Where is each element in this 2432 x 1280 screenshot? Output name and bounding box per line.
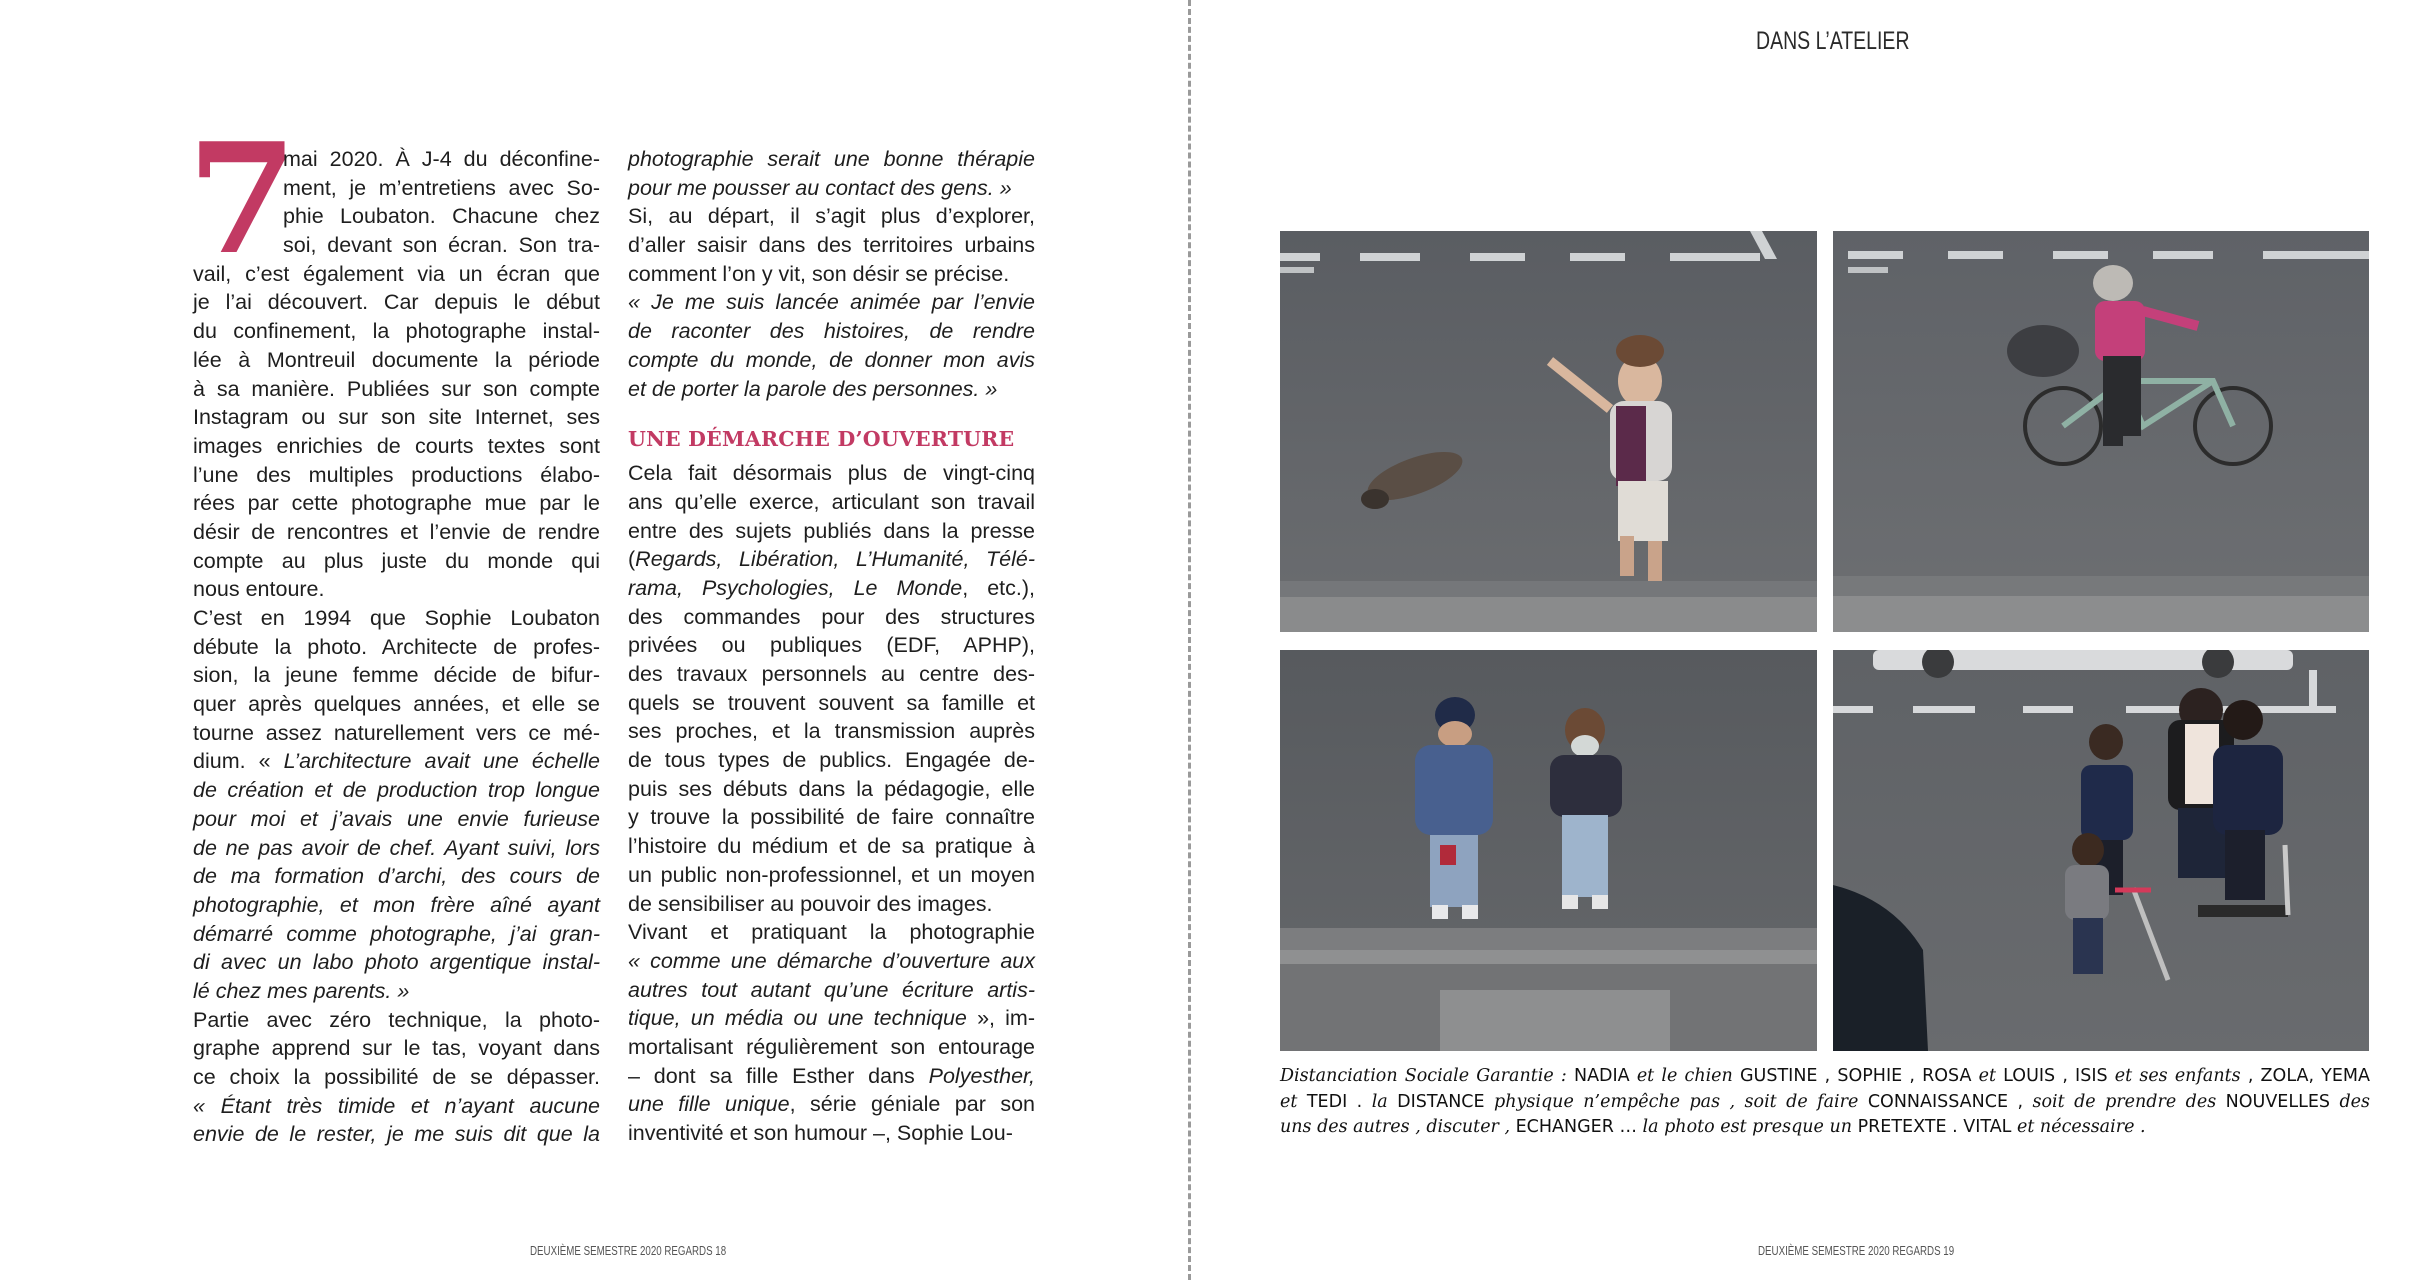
text-run: vail, c’est également via un écran que	[193, 261, 600, 286]
page-folio-right: DEUXIÈME SEMESTRE 2020 REGARDS 19	[1758, 1244, 1955, 1258]
text-run: des travaux personnels au centre des-	[628, 662, 1035, 686]
text-line	[628, 746, 1035, 775]
italic-run: rama, Psychologies, Le Monde	[628, 575, 963, 600]
text-run: ce choix la possibilité de se dépasser.	[193, 1065, 600, 1089]
text-run: soi, devant son écran. Son tra-	[283, 233, 600, 258]
caption-caps-run: DISTANCE	[1397, 1091, 1495, 1112]
text-run: y trouve la possibilité de faire connaître	[628, 805, 1035, 830]
italic-run: di avec un labo photo argentique instal-	[193, 950, 600, 975]
column-2-body	[628, 459, 1035, 1148]
text-line	[628, 375, 1035, 404]
text-line	[193, 1063, 600, 1092]
text-line	[193, 1006, 600, 1035]
text-line	[628, 947, 1035, 976]
text-line	[193, 518, 600, 547]
article-column-2	[628, 145, 1035, 1148]
text-line	[193, 489, 600, 518]
text-line	[628, 1119, 1035, 1148]
text-run: tourne assez naturellement vers ce mé-	[193, 720, 600, 745]
text-run: un public non-professionnel, et un moyen	[628, 862, 1035, 887]
caption-script-run: et le chien	[1636, 1066, 1740, 1086]
italic-run: une fille unique	[628, 1092, 790, 1117]
text-run: Cela fait désormais plus de vingt-cinq	[628, 461, 1035, 486]
text-line	[193, 633, 600, 662]
text-line	[628, 545, 1035, 574]
italic-run: de ma formation d’archi, des cours de	[193, 864, 600, 889]
text-line	[193, 346, 600, 375]
text-line	[628, 145, 1035, 174]
text-run: graphe apprend sur le tas, voyant dans	[193, 1036, 600, 1061]
text-run: images enrichies de courts textes sont	[193, 433, 600, 458]
text-line	[193, 661, 600, 690]
italic-run: envie de le rester, je me suis dit que la	[193, 1122, 600, 1147]
text-run: , etc.),	[962, 575, 1036, 600]
text-run: C’est en 1994 que Sophie Loubaton	[193, 606, 600, 630]
text-line	[628, 574, 1035, 603]
caption-caps-run: PRETEXTE . VITAL	[1857, 1117, 2017, 1137]
text-run: je l’ai découvert. Car depuis le début	[193, 290, 600, 315]
text-line	[193, 948, 600, 977]
caption-script-run: des	[2339, 1091, 2371, 1112]
text-run: Instagram ou sur son site Internet, ses	[193, 405, 600, 430]
photo-mother-with-children	[1833, 650, 2369, 1051]
text-run: des commandes pour des structures	[628, 604, 1035, 629]
caption-line	[1280, 1090, 2370, 1116]
italic-run: L’architecture avait une échelle	[283, 749, 601, 774]
text-line	[193, 575, 600, 604]
text-line	[193, 690, 600, 719]
caption-caps-run: LOUIS , ISIS	[2003, 1066, 2115, 1086]
text-run: comment l’on y vit, son désir se précise.	[628, 261, 1010, 286]
text-line	[193, 805, 600, 834]
text-line	[193, 977, 600, 1006]
text-run: quer après quelques années, et elle se	[193, 692, 600, 717]
text-line	[628, 346, 1035, 375]
text-line	[628, 603, 1035, 632]
text-line	[193, 375, 600, 404]
column-2-intro	[628, 145, 1035, 403]
text-line	[628, 717, 1035, 746]
italic-run: lé chez mes parents. »	[193, 978, 410, 1003]
caption-script-run: et nécessaire .	[2016, 1117, 2146, 1137]
text-line	[628, 260, 1035, 289]
italic-run: démarré comme photographe, j’ai gran-	[193, 921, 600, 946]
text-line	[193, 920, 600, 949]
running-head: DANS L’ATELIER	[1756, 27, 1910, 55]
text-run: à sa manière. Publiées sur son compte	[193, 376, 600, 401]
text-line	[193, 747, 600, 776]
photo-woman-on-bicycle	[1833, 231, 2369, 632]
text-run: entre des sujets publiés dans la presse	[628, 518, 1035, 543]
text-line	[628, 861, 1035, 890]
caption-caps-run: GUSTINE , SOPHIE , ROSA	[1739, 1066, 1979, 1086]
page-folio-left: DEUXIÈME SEMESTRE 2020 REGARDS 18	[530, 1244, 727, 1258]
text-run: du confinement, la photographe instal-	[193, 319, 600, 344]
caption-caps-run: ECHANGER …	[1515, 1117, 1643, 1137]
text-line	[193, 461, 600, 490]
caption-caps-run: CONNAISSANCE ,	[1867, 1091, 2033, 1112]
caption-script-run: et ses enfants	[2114, 1066, 2248, 1086]
text-run: de tous types de publics. Engagée de-	[628, 748, 1035, 773]
text-line	[193, 1034, 600, 1063]
caption-script-run: la photo est presque un	[1642, 1117, 1858, 1137]
right-page	[1191, 0, 2432, 1280]
text-run: privées ou publiques (EDF, APHP),	[628, 633, 1035, 658]
italic-run: compte du monde, de donner mon avis	[628, 347, 1035, 372]
text-line	[193, 891, 600, 920]
text-line	[193, 432, 600, 461]
italic-run: Polyesther,	[928, 1063, 1035, 1088]
text-line	[628, 803, 1035, 832]
text-line	[628, 775, 1035, 804]
caption-script-run: Distanciation Sociale Garantie :	[1280, 1066, 1574, 1086]
text-line	[628, 317, 1035, 346]
text-line	[628, 976, 1035, 1005]
italic-run: « Je me suis lancée animée par l’envie	[628, 290, 1035, 315]
text-run: dium. «	[193, 749, 284, 774]
text-run: phie Loubaton. Chacune chez	[283, 204, 600, 229]
text-run: , série géniale par son	[789, 1092, 1035, 1117]
text-run: ment, je m’entretiens avec So-	[283, 175, 600, 200]
text-line	[193, 403, 600, 432]
italic-run: photographie serait une bonne thérapie	[628, 147, 1035, 171]
text-line	[628, 174, 1035, 203]
text-line	[628, 1062, 1035, 1091]
text-run: compte au plus juste du monde qui	[193, 548, 600, 573]
caption-script-run: la	[1371, 1091, 1398, 1112]
text-run: débute la photo. Architecte de profes-	[193, 634, 600, 659]
text-line	[628, 488, 1035, 517]
italic-run: et de porter la parole des personnes. »	[628, 376, 998, 401]
text-run: désir de rencontres et l’envie de rendre	[193, 519, 600, 544]
caption-script-run: et	[1280, 1091, 1307, 1112]
italic-run: Regards, Libération, L’Humanité, Télé-	[635, 547, 1035, 572]
text-line	[628, 890, 1035, 919]
text-line	[193, 317, 600, 346]
text-line	[193, 547, 600, 576]
text-line	[628, 689, 1035, 718]
caption-script-run: physique n’empêche pas , soit de faire	[1494, 1091, 1868, 1112]
italic-run: pour moi et j’avais une envie furieuse	[193, 806, 600, 831]
photo-woman-with-dog	[1280, 231, 1817, 632]
text-run: Si, au départ, il s’agit plus d’explorer,	[628, 204, 1035, 229]
text-line	[628, 660, 1035, 689]
text-line	[628, 517, 1035, 546]
text-line	[193, 1092, 600, 1121]
text-run: d’aller saisir dans des territoires urbains	[628, 233, 1035, 258]
italic-run: pour me pousser au contact des gens. »	[628, 175, 1012, 200]
text-line	[193, 834, 600, 863]
left-page	[0, 0, 1190, 1280]
text-line	[193, 719, 600, 748]
text-run: Partie avec zéro technique, la photo-	[193, 1007, 600, 1032]
text-run: de sensibiliser au pouvoir des images.	[628, 891, 993, 916]
text-line	[628, 1090, 1035, 1119]
text-line	[193, 288, 600, 317]
caption-caps-run: NOUVELLES	[2225, 1091, 2340, 1112]
text-line	[628, 1033, 1035, 1062]
text-line	[628, 918, 1035, 947]
article-column-1	[186, 109, 601, 1149]
italic-run: de création et de production trop longue	[193, 778, 600, 803]
caption-script-run: uns des autres , discuter ,	[1280, 1117, 1516, 1137]
text-run: lée à Montreuil documente la période	[193, 347, 600, 372]
text-run: ses proches, et la transmission auprès	[628, 719, 1035, 744]
text-line	[628, 1004, 1035, 1033]
text-line	[628, 832, 1035, 861]
photo-caption-handwritten	[1280, 1064, 2370, 1141]
italic-run: « Étant très timide et n’ayant aucune	[193, 1093, 600, 1118]
drop-cap: 7	[186, 109, 298, 288]
italic-run: tique, un média ou une technique	[628, 1006, 967, 1031]
section-heading: UNE DÉMARCHE D’OUVERTURE	[628, 427, 1015, 452]
text-run: l’une des multiples productions élabo-	[193, 462, 600, 487]
caption-caps-run: , ZOLA, YEMA	[2247, 1066, 2370, 1086]
text-run: rées par cette photographe mue par le	[193, 491, 600, 516]
caption-caps-run: TEDI .	[1306, 1091, 1372, 1112]
text-run: quels se trouvent souvent sa famille et	[628, 690, 1035, 715]
photo-two-teenagers	[1280, 650, 1817, 1051]
text-line	[193, 776, 600, 805]
text-run: l’histoire du médium et de sa pratique à	[628, 834, 1035, 859]
text-line	[193, 604, 600, 633]
text-run: puis ses débuts dans la pédagogie, elle	[628, 776, 1035, 801]
text-run: mortalisant régulièrement son entourage	[628, 1034, 1035, 1059]
text-run: sion, la jeune femme décide de bifur-	[193, 663, 600, 688]
caption-script-run: et	[1978, 1066, 2004, 1086]
text-run: – dont sa fille Esther dans	[628, 1063, 929, 1088]
text-run: inventivité et son humour –, Sophie Lou-	[628, 1121, 1013, 1145]
italic-run: de ne pas avoir de chef. Ayant suivi, lors	[193, 835, 600, 860]
italic-run: « comme une démarche d’ouverture aux	[628, 948, 1035, 973]
text-line	[628, 288, 1035, 317]
text-line	[628, 459, 1035, 488]
caption-caps-run: NADIA	[1573, 1066, 1637, 1086]
text-run: mai 2020. À J-4 du déconfine-	[283, 147, 600, 171]
text-run: nous entoure.	[193, 577, 325, 602]
caption-line	[1280, 1064, 2370, 1090]
italic-run: de raconter des histoires, de rendre	[628, 319, 1035, 344]
italic-run: autres tout autant qu’une écriture artis-	[628, 977, 1035, 1002]
text-line	[628, 231, 1035, 260]
text-line	[628, 631, 1035, 660]
text-run: ans qu’elle exerce, articulant son travail	[628, 489, 1035, 514]
text-run: (	[628, 547, 636, 572]
text-line	[193, 1120, 600, 1149]
caption-line	[1280, 1115, 2370, 1141]
text-run: », im-	[966, 1006, 1036, 1031]
italic-run: photographie, et mon frère aîné ayant	[193, 892, 600, 917]
text-line	[193, 862, 600, 891]
text-run: Vivant et pratiquant la photographie	[628, 920, 1035, 945]
text-line	[628, 202, 1035, 231]
caption-script-run: soit de prendre des	[2032, 1091, 2226, 1112]
